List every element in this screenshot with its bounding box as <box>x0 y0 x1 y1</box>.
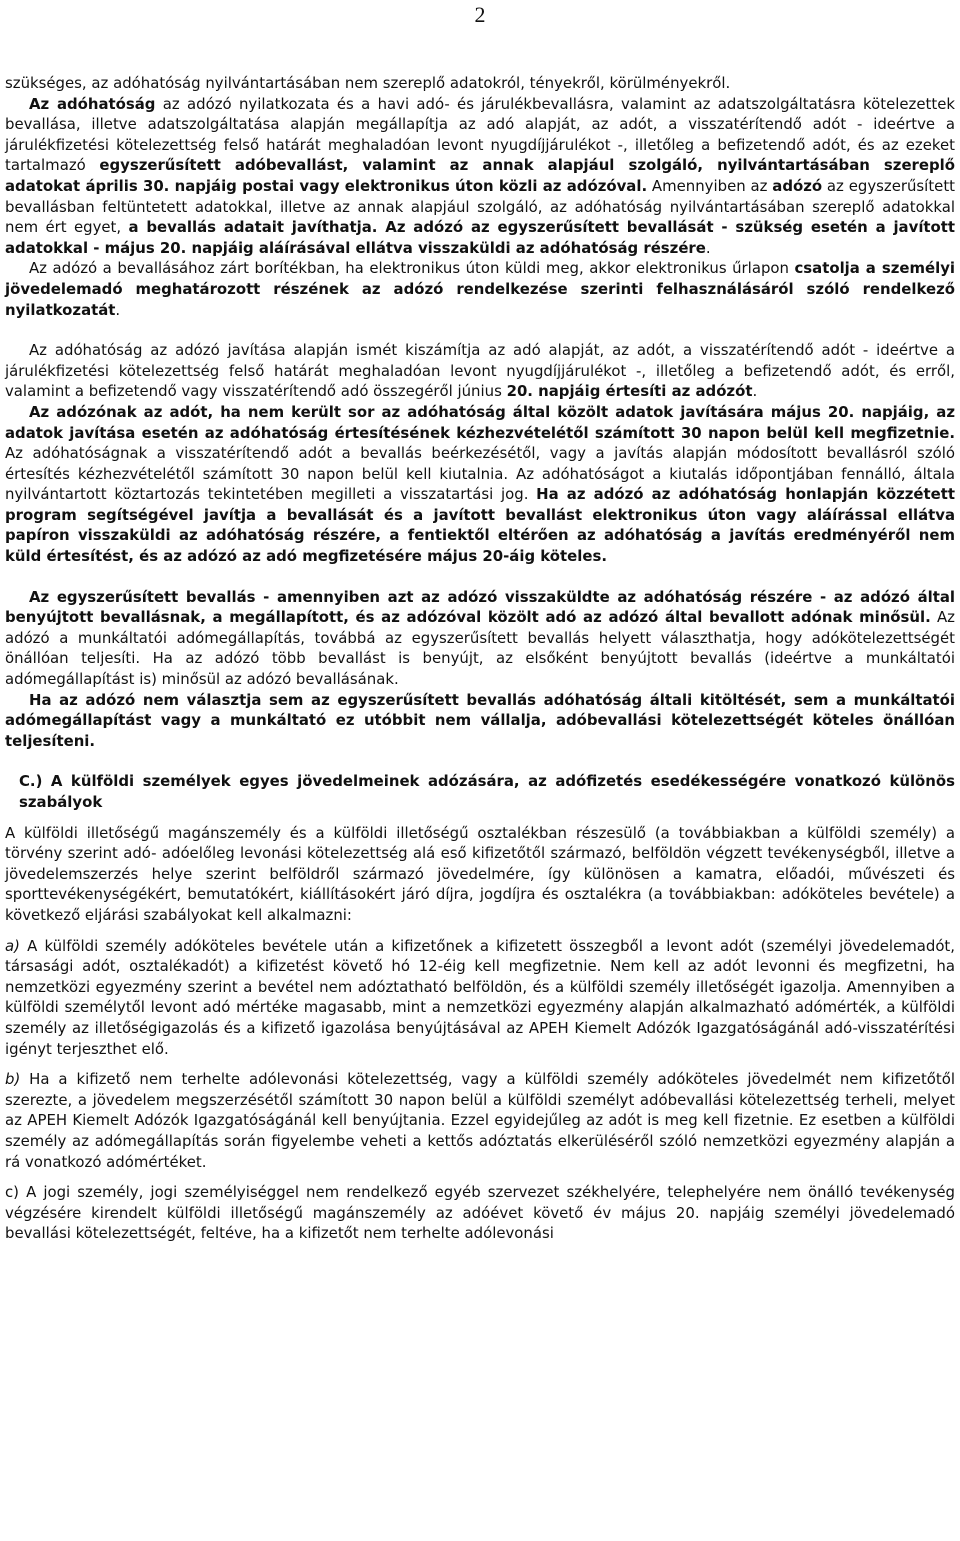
paragraph-rule-b: b) Ha a kifizető nem terhelte adólevonási kötelezettség, vagy a külföldi személy adóköteles jövedelmét nem kifizetőtől szerezte, a jövedelem megszerzésétől számított 30 napon belül a külföldi személyt adóbevallási kötelezettség terheli, melyet az APEH Kiemelt Adózók Igazgatóságánál kell benyújtania. Ezzel egyidejűleg az adót is meg kell fizetnie. Ez esetben a külföldi személy az adómegállapítás során figyelembe veheti a kettős adóztatás elkerüléséről szóló nemzetközi egyezmény alapján a rá vonatkozó adómértéket. <box>5 1070 955 1171</box>
spacer <box>5 926 955 936</box>
document-body <box>5 73 955 1244</box>
paragraph-rule-a: a) A külföldi személy adóköteles bevétele után a kifizetőnek a kifizetett összegből a levont adót (személyi jövedelemadót, társasági adót, osztalékadót) a kifizetést követő hó 12-éig kell megfizetnie. Nem kell az adót levonni és megfizetni, ha nemzetközi egyezmény szerint a bevétel nem adóztatható belföldön, és a külföldi személy illetőségét igazolja. Amennyiben a külföldi személytől levont adó mértéke magasabb, mint a nemzetközi egyezmény alapján alkalmazható adómérték, a külföldi személy az illetőségigazolás és a kifizető igazolása benyújtásával az APEH Kiemelt Adózók Igazgatóságánál adó-visszatérítési igényt terjeszthet elő. <box>5 936 955 1058</box>
paragraph-continuation: szükséges, az adóhatóság nyilvántartásában nem szereplő adatokról, tényekről, körülményekről. <box>5 74 731 92</box>
paragraph-foreign-persons: A külföldi illetőségű magánszemély és a külföldi illetőségű osztalékban részesülő (a továbbiakban a külföldi személy) a törvény szerint adó- adóelőleg levonási kötelezettség alá eső kifizetőtől származó, belföldön végzett tevékenységből, illetve a jövedelemszerzés helye szerint belföldről származó jövedelmére, így különösen a kamatra, előadói, művészeti és sporttevékenységékért, bemutatókért, kiállításokért járó díjra, jogdíjra és osztalékra (a továbbiakban: adóköteles bevétele) a következő eljárási szabályokat kell alkalmazni: <box>5 823 955 924</box>
spacer <box>5 813 955 823</box>
paragraph-tax-authority: Az adóhatóság az adózó nyilatkozata és a havi adó- és járulékbevallásra, valamint az adatszolgáltatásra kötelezettek bevallása, illetve adatszolgáltatása alapján megállapítja az adó alapját, az adót, a visszatérítendő adót - ideértve a járulékfizetési kötelezettség felső határát meghaladóan levont nyugdíjjárulékot -, illetőleg a befizetendő adót, és az ezeket tartalmazó egyszerűsített adóbevallást, valamint az annak alapjául szolgáló, nyilvántartásában szereplő adatokat április 30. napjáig postai vagy elektronikus úton közli az adózóval. Amennyiben az adózó az egyszerűsített bevallásban feltüntetett adatokkal, illetve az annak alapjául szolgáló, az adóhatóság nyilvántartásában szereplő adatokkal nem ért egyet, a bevallás adatait javíthatja. Az adózó az egyszerűsített bevallását - szükség esetén a javított adatokkal - május 20. napjáig aláírásával ellátva visszaküldi az adóhatóság részére. <box>5 94 956 257</box>
spacer <box>5 320 955 340</box>
section-heading-c: C.) A külföldi személyek egyes jövedelmeinek adózására, az adófizetés esedékességére vonatkozó különös szabályok <box>19 772 955 811</box>
paragraph-declaration: Az adózó a bevallásához zárt borítékban, ha elektronikus úton küldi meg, akkor elektronikus űrlapon csatolja a személyi jövedelemadó meghatározott részének az adózó rendelkezése szerinti felhasználásáról szóló rendelkező nyilatkozatát. <box>5 259 956 319</box>
paragraph-rule-c: c) A jogi személy, jogi személyiséggel nem rendelkező egyéb szervezet székhelyére, telephelyére nem önálló tevékenység végzésére kirendelt külföldi illetőségű magánszemély az adóévet követő év május 20. napjáig személyi jövedelemadó bevallási kötelezettségét, feltéve, ha a kifizetőt nem terhelte adólevonási <box>5 1183 955 1243</box>
spacer <box>5 567 955 587</box>
page-number: 2 <box>474 2 486 27</box>
paragraph-simplified-return: Az egyszerűsített bevallás - amennyiben azt az adózó visszaküldte az adóhatóság részére - az adózó által benyújtott bevallásnak, a megállapított, és az adózóval közölt adó az adózó által bevallott adónak minősül. Az adózó a munkáltatói adómegállapítás, továbbá az egyszerűsített bevallás helyett választhatja, hogy adókötelezettségét önállóan teljesíti. Ha az adózó több bevallást is benyújt, az elsőként benyújtott bevallás (ideértve a munkáltatói adómegállapítást is) minősül az adózó bevallásának. <box>5 587 955 689</box>
spacer <box>5 751 955 771</box>
paragraph-payment-deadline: Az adózónak az adót, ha nem került sor az adóhatóság által közölt adatok javítására május 20. napjáig, az adatok javítása esetén az adóhatóság értesítésének kézhezvételétől számított 30 napon belül kell megfizetnie. Az adóhatóságnak a visszatérítendő adót a bevallás beérkezésétől, vagy a javítás alapján módosított bevallásról szóló értesítés kézhezvételétől számított 30 napon belül kell kiutalnia. Az adóhatóságot a kiutalás időpontjában fennálló, általa nyilvántartott köztartozás tekintetében megilleti a visszatartási jog. Ha az adózó az adóhatóság honlapján közzétett program segítségével javítja a bevallását és a javított bevallást elektronikus úton vagy aláírással ellátva papíron visszaküldi az adóhatóság részére, a fentiektől eltérően az adóhatóság a javítás eredményéről nem küld értesítést, és az adózó az adó megfizetésére május 20-áig köteles. <box>5 402 955 566</box>
paragraph-self-assessment: Ha az adózó nem választja sem az egyszerűsített bevallás adóhatóság általi kitöltését, sem a munkáltatói adómegállapítást vagy a munkáltató ez utóbbit nem vállalja, adóbevallási kötelezettségét köteles önállóan teljesíteni. <box>5 690 955 750</box>
paragraph-recalculation: Az adóhatóság az adózó javítása alapján ismét kiszámítja az adó alapját, az adót, a visszatérítendő adót - ideértve a járulékfizetési kötelezettség felső határát meghaladóan levont nyugdíjjárulékot -, illetőleg a befizetendő adót, és erről, valamint a befizetendő vagy visszatérítendő adó összegéről június 20. napjáig értesíti az adózót. <box>5 341 955 401</box>
spacer <box>5 1172 955 1182</box>
spacer <box>5 1059 955 1069</box>
